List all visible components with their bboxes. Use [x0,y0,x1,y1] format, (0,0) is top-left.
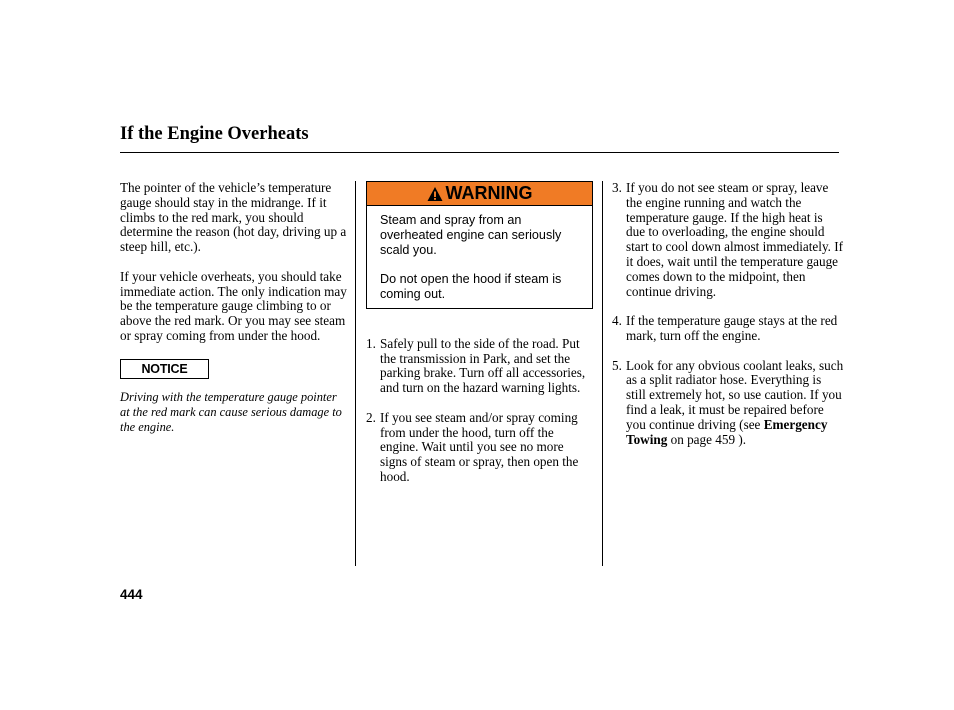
step-item [612,359,844,448]
column-divider-left [355,181,356,566]
title-rule [120,152,839,153]
step-text-before: Look for any obvious coolant leaks, such as a split radiator hose. Everything is still extremely hot, so use caution. If you find a leak, it must be repaired before you continue driving (see [626,357,844,432]
step-number: 3. [612,180,622,195]
right-column [612,181,844,462]
step-text: If you see steam and/or spray coming from under the hood, turn off the engine. Wait until you see no more signs of steam or spray, then open the hood. [380,409,579,484]
notice-label: NOTICE [120,359,209,379]
step-item [612,181,844,299]
warning-text-2: Do not open the hood if steam is coming out. [380,272,562,301]
emergency-towing-link[interactable]: Emergency Towing [626,416,828,447]
middle-column [366,181,592,500]
step-text: Safely pull to the side of the road. Put the transmission in Park, and set the parking brake. Turn off all accessories, and turn on the hazard warning lights. [380,335,586,396]
step-item [366,411,592,485]
step-text-after: on page 459 ). [667,431,747,447]
step-text: If the temperature gauge stays at the red mark, turn off the engine. [626,313,838,343]
step-text: If you do not see steam or spray, leave the engine running and watch the temperature gauge. If the high heat is due to overloading, the engine should start to cool down almost immediately. If it does, wait until the temperature gauge comes down to the midpoint, then continue driving. [626,180,844,299]
page-title: If the Engine Overheats [120,124,309,144]
step-number: 1. [366,335,376,351]
step-number: 2. [366,409,376,425]
warning-body [367,206,592,308]
warning-text-1: Steam and spray from an overheated engine can seriously scald you. [380,213,562,257]
warning-triangle-icon [427,186,443,202]
step-item [366,337,592,396]
steps-list-2 [612,181,844,447]
column-divider-right [602,181,603,566]
step-number: 4. [612,313,622,329]
overheat-paragraph: If your vehicle overheats, you should take immediate action. The only indication may be the temperature gauge climbing to or above the red mark. Or you may see steam or spray coming from under the hood. [120,268,347,343]
steps-list-1 [366,337,592,485]
intro-paragraph: The pointer of the vehicle’s temperature gauge should stay in the midrange. If it climbs to the red mark, you should determine the reason (hot day, driving up a steep hill, etc.). [120,180,347,255]
warning-box [366,181,593,309]
step-number: 5. [612,357,622,373]
left-column [120,181,348,449]
warning-header [367,182,592,206]
step-item [612,314,844,344]
page-number: 444 [120,587,143,602]
warning-label: WARNING [445,183,533,204]
notice-text: Driving with the temperature gauge pointer at the red mark can cause serious damage to the engine. [120,389,342,434]
